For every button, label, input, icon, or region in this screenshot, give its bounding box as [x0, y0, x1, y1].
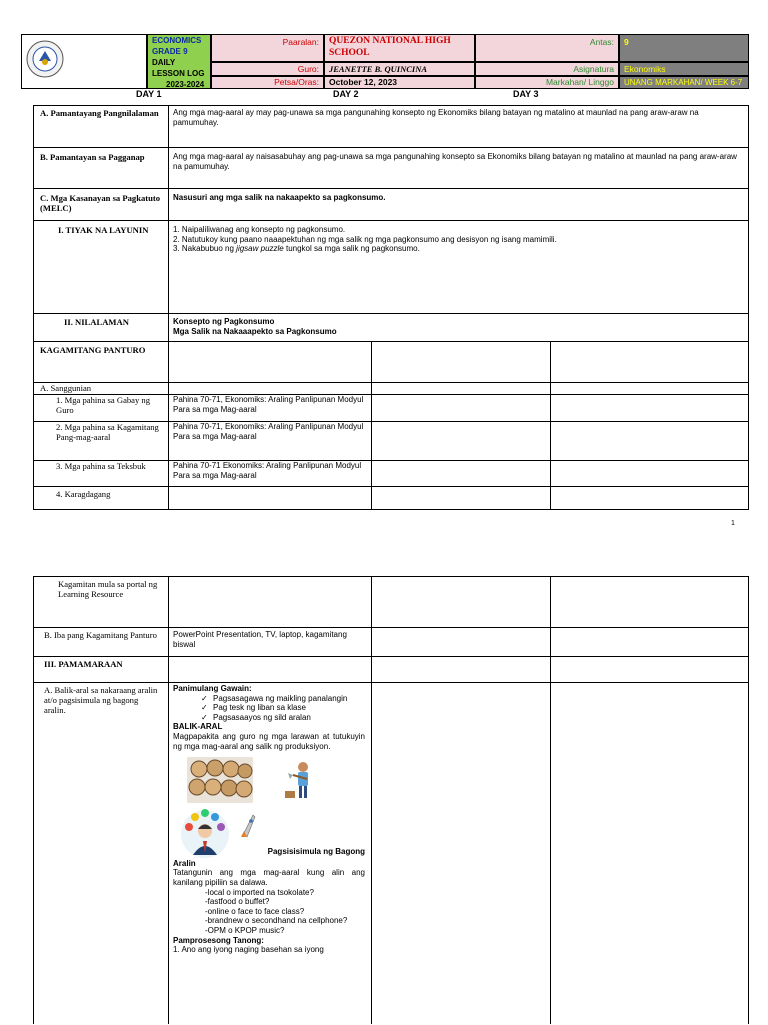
panimula-item-3: ✓ Pagsasaayos ng sild aralan — [173, 713, 365, 723]
ref-4-label: 4. Karagdagang — [56, 489, 111, 499]
markahan-value: UNANG MARKAHAN/ WEEK 6-7 — [619, 76, 749, 89]
ref-3-label: 3. Mga pahina sa Teksbuk — [56, 461, 146, 471]
title-block — [147, 34, 211, 89]
row-b-text: Ang mga mag-aaral ay naisasabuhay ang pag-unawa sa mga pangunahing konsepto sa Ekonomiks bilang batayan ng matalino at maunlad na pang araw-araw na pamumuhay. — [173, 152, 737, 171]
choice-3: -online o face to face class? — [205, 906, 305, 916]
row-i-label: I. TIYAK NA LAYUNIN — [58, 225, 149, 235]
petsa-value: October 12, 2023 — [324, 76, 475, 89]
deped-seal-icon — [25, 39, 65, 79]
petsa-label: Petsa/Oras: — [211, 76, 324, 89]
iba-pang-kagamitan-text: PowerPoint Presentation, TV, laptop, kagamitang biswal — [173, 630, 347, 649]
panimula-item-2: ✓ Pag tesk ng liban sa klase — [173, 703, 365, 713]
day-3-label: DAY 3 — [513, 89, 539, 99]
page-number: 1 — [731, 520, 735, 527]
deped-seal-cell — [21, 34, 147, 89]
woodcutter-illustration — [273, 757, 329, 803]
choice-2: -fastfood o buffet? — [205, 897, 270, 907]
row-c-label: C. Mga Kasanayan sa Pagkatuto (MELC) — [40, 193, 161, 213]
markahan-label: Markahan/ Linggo — [475, 76, 619, 89]
iba-pang-kagamitan-label: B. Iba pang Kagamitang Panturo — [44, 630, 157, 640]
rocket-illustration — [235, 809, 259, 841]
objective-3: 3. Nakabubuo ng jigsaw puzzle tungkol sa mga salik ng pagkonsumo. — [173, 244, 420, 254]
production-images — [173, 757, 365, 859]
choice-1: -local o imported na tsokolate? — [205, 887, 314, 897]
panimula-title: Panimulang Gawain: — [173, 684, 252, 693]
pamprosesong-q1: 1. Ano ang iyong naging basehan sa iyong — [173, 945, 324, 955]
row-a-text: Ang mga mag-aaral ay may pag-unawa sa mga pangunahing konsepto ng Ekonomiks bilang batayan ng matalino at maunlad na pang araw-araw na pamumuhay. — [173, 108, 699, 127]
pamamaraan-label: III. PAMAMARAAN — [44, 659, 123, 669]
balik-aral-label: A. Balik-aral sa nakaraang aralin at/o pagsisimula ng bagong aralin. — [44, 685, 158, 715]
balik-aral-title: BALIK-ARAL — [173, 722, 223, 732]
pamprosesong-title: Pamprosesong Tanong: — [173, 935, 264, 945]
paaralan-value: QUEZON NATIONAL HIGH SCHOOL — [324, 34, 475, 62]
guro-value: JEANETTE B. QUINCINA — [324, 62, 475, 76]
lesson-table-page1 — [33, 105, 749, 510]
objective-2: 2. Natutukoy kung paano naaapektuhan ng mga salik ng mga pagkonsumo ang desisyon ng isang mamimili. — [173, 234, 557, 244]
row-ii-label: II. NILALAMAN — [64, 317, 129, 327]
lesson-table-page2 — [33, 576, 749, 1024]
asignatura-value: Ekonomiks — [619, 62, 749, 76]
paaralan-label: Paaralan: — [211, 34, 324, 62]
antas-label: Antas: — [475, 34, 619, 62]
ref-1-label: 1. Mga pahina sa Gabay ng Guro — [56, 395, 151, 415]
asignatura-label: Asignatura — [475, 62, 619, 76]
pagsisimula-text: Tatangunin ang mga mag-aaral kung alin ang kanilang pipiliin sa dalawa. — [173, 868, 365, 887]
ref-1-text: Pahina 70-71, Ekonomiks: Araling Panlipunan Modyul Para sa mga Mag-aaral — [173, 395, 364, 414]
title-line-grade: GRADE 9 — [152, 47, 188, 56]
row-ii-content — [169, 315, 749, 341]
businessman-illustration — [179, 809, 231, 859]
nilalaman-line-2: Mga Salik na Nakaaapekto sa Pagkonsumo — [173, 326, 337, 336]
row-c-text: Nasusuri ang mga salik na nakaapekto sa pagkonsumo. — [173, 193, 386, 202]
antas-value: 9 — [619, 34, 749, 62]
kagamitang-label: KAGAMITANG PANTURO — [40, 345, 146, 355]
row-b-label: B. Pamantayan sa Pagganap — [40, 152, 145, 162]
day-header-row — [21, 89, 749, 99]
sanggunian-label: A. Sanggunian — [40, 383, 92, 393]
day-1-label: DAY 1 — [136, 89, 162, 99]
lesson-log-header — [21, 34, 749, 89]
title-line-year: 2023-2024 — [166, 80, 205, 89]
title-line-dll: DAILY LESSON LOG — [152, 58, 205, 78]
guro-label: Guro: — [211, 62, 324, 76]
choice-5: -OPM o KPOP music? — [205, 925, 285, 935]
day-2-label: DAY 2 — [333, 89, 359, 99]
panimula-item-1: ✓ Pagsasagawa ng maikling panalangin — [173, 694, 365, 704]
choice-4: -brandnew o secondhand na cellphone? — [205, 916, 348, 926]
pagsisimula-title-2: Aralin — [173, 858, 196, 868]
row-a-label: A. Pamantayang Pangnilalaman — [40, 108, 159, 118]
karagdagang-cont-label: Kagamitan mula sa portal ng Learning Resource — [58, 579, 158, 599]
ref-2-label: 2. Mga pahina sa Kagamitang Pang-mag-aaral — [56, 422, 159, 442]
day1-procedure — [169, 683, 369, 1025]
ref-3-text: Pahina 70-71 Ekonomiks: Araling Panlipunan Modyul Para sa mga Mag-aaral — [173, 461, 362, 480]
row-i-objectives — [169, 223, 749, 313]
title-line-economics: ECONOMICS — [152, 36, 202, 45]
balik-aral-text: Magpapakita ang guro ng mga larawan at tutukuyin ng mga mag-aaral ang salik ng produksiyon. — [173, 731, 365, 751]
ref-2-text: Pahina 70-71, Ekonomiks: Araling Panlipunan Modyul Para sa mga Mag-aaral — [173, 422, 364, 441]
pagsisimula-title: Pagsisisimula ng Bagong — [267, 847, 365, 857]
logs-photo — [187, 757, 253, 803]
objective-1: 1. Naipaliliwanag ang konsepto ng pagkonsumo. — [173, 225, 346, 234]
nilalaman-line-1: Konsepto ng Pagkonsumo — [173, 317, 275, 326]
